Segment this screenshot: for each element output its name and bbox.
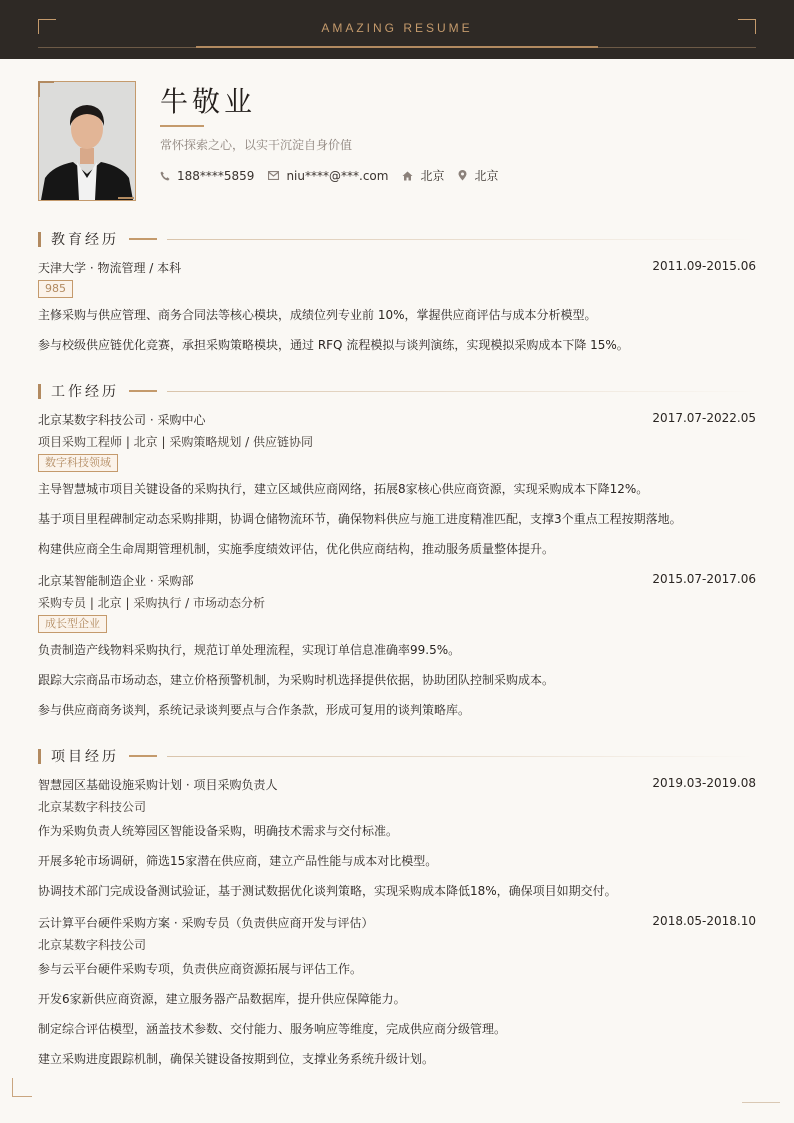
section-title: 项目经历 (51, 749, 119, 765)
top-banner (0, 0, 794, 59)
project-item: 作为采购负责人统筹园区智能设备采购，明确技术需求与交付标准。 (38, 824, 399, 838)
corner-ornament-top-left (38, 19, 56, 34)
contact-phone (160, 169, 254, 183)
location-city: 北京 (474, 169, 499, 183)
section-education-heading (38, 231, 756, 247)
job-item: 负责制造产线物料采购执行，规范订单处理流程，实现订单信息准确率99.5%。 (38, 643, 461, 657)
contact-home (402, 167, 444, 184)
section-title: 教育经历 (51, 232, 119, 248)
project-item: 开发6家新供应商资源，建立服务器产品数据库，提升供应保障能力。 (38, 992, 406, 1006)
project-dates: 2019.03-2019.08 (652, 776, 756, 790)
photo-corner-ornament-bottom (118, 197, 134, 199)
job-company: 北京某数字科技公司 · 采购中心 (38, 413, 206, 427)
section-projects-heading (38, 748, 756, 764)
section-divider (167, 391, 756, 392)
education-item: 参与校级供应链优化竞赛，承担采购策略模块，通过 RFQ 流程模拟与谈判演练，实现模拟采购成本下降 15%。 (38, 338, 629, 352)
job-tag: 成长型企业 (38, 615, 107, 633)
candidate-name: 牛敬业 (160, 85, 257, 118)
school-line: 天津大学 · 物流管理 / 本科 (38, 261, 182, 275)
phone-number: 188****5859 (177, 168, 255, 183)
education-dates: 2011.09-2015.06 (652, 259, 756, 273)
phone-icon (160, 171, 170, 181)
section-accent (129, 390, 157, 392)
project-item: 参与云平台硬件采购专项，负责供应商资源拓展与评估工作。 (38, 962, 363, 976)
job-tag: 数字科技领域 (38, 454, 118, 472)
job-item: 主导智慧城市项目关键设备的采购执行，建立区域供应商网络，拓展8家核心供应商资源，实现采购成本下降12%。 (38, 482, 649, 496)
section-divider (167, 239, 756, 240)
job-item: 参与供应商商务谈判，系统记录谈判要点与合作条款，形成可复用的谈判策略库。 (38, 703, 471, 717)
job-row (38, 572, 756, 589)
project-org: 北京某数字科技公司 (38, 938, 147, 952)
job-dates: 2017.07-2022.05 (652, 411, 756, 425)
section-bar (38, 384, 41, 399)
section-work-heading (38, 383, 756, 399)
banner-rule-accent (196, 46, 598, 48)
section-accent (129, 755, 157, 757)
job-item: 构建供应商全生命周期管理机制，实施季度绩效评估，优化供应商结构，推动服务质量整体提升。 (38, 542, 555, 556)
contact-location (458, 167, 498, 184)
section-accent (129, 238, 157, 240)
candidate-motto: 常怀探索之心，以实干沉淀自身价值 (160, 138, 353, 152)
location-pin-icon (458, 170, 467, 181)
project-item: 制定综合评估模型，涵盖技术参数、交付能力、服务响应等维度，完成供应商分级管理。 (38, 1022, 507, 1036)
home-city: 北京 (420, 169, 445, 183)
avatar-photo (38, 81, 136, 201)
project-row (38, 776, 756, 793)
section-bar (38, 232, 41, 247)
school-tag: 985 (38, 280, 73, 298)
contact-email (268, 169, 388, 183)
name-underline (160, 125, 204, 127)
job-role: 项目采购工程师 | 北京 | 采购策略规划 / 供应链协同 (38, 435, 314, 449)
job-item: 跟踪大宗商品市场动态，建立价格预警机制，为采购时机选择提供依据，协助团队控制采购成本。 (38, 673, 555, 687)
email-address: niu****@***.com (286, 168, 389, 183)
education-row (38, 259, 756, 276)
job-role: 采购专员 | 北京 | 采购执行 / 市场动态分析 (38, 596, 266, 610)
section-divider (167, 756, 756, 757)
project-row (38, 914, 756, 931)
project-name: 智慧园区基础设施采购计划 · 项目采购负责人 (38, 778, 278, 792)
portrait-illustration (39, 82, 135, 200)
contact-info (160, 167, 512, 184)
corner-ornament-bottom-right (742, 1102, 780, 1103)
education-item: 主修采购与供应管理、商务合同法等核心模块，成绩位列专业前 10%，掌握供应商评估与成本分析模型。 (38, 308, 597, 322)
project-dates: 2018.05-2018.10 (652, 914, 756, 928)
mail-icon (268, 171, 279, 180)
corner-ornament-bottom-left (12, 1078, 32, 1097)
job-item: 基于项目里程碑制定动态采购排期，协调仓储物流环节，确保物料供应与施工进度精准匹配，支撑3个重点工程按期落地。 (38, 512, 682, 526)
photo-corner-ornament (38, 81, 54, 97)
project-org: 北京某数字科技公司 (38, 800, 147, 814)
project-item: 协调技术部门完成设备测试验证，基于测试数据优化谈判策略，实现采购成本降低18%，确保项目如期交付。 (38, 884, 617, 898)
project-item: 开展多轮市场调研，筛选15家潜在供应商，建立产品性能与成本对比模型。 (38, 854, 438, 868)
job-company: 北京某智能制造企业 · 采购部 (38, 574, 194, 588)
project-name: 云计算平台硬件采购方案 · 采购专员（负责供应商开发与评估） (38, 916, 374, 930)
project-item: 建立采购进度跟踪机制，确保关键设备按期到位，支撑业务系统升级计划。 (38, 1052, 435, 1066)
job-dates: 2015.07-2017.06 (652, 572, 756, 586)
job-row (38, 411, 756, 428)
section-title: 工作经历 (51, 384, 119, 400)
home-icon (402, 171, 413, 181)
brand-title: AMAZING RESUME (321, 21, 473, 35)
corner-ornament-top-right (738, 19, 756, 34)
section-bar (38, 749, 41, 764)
